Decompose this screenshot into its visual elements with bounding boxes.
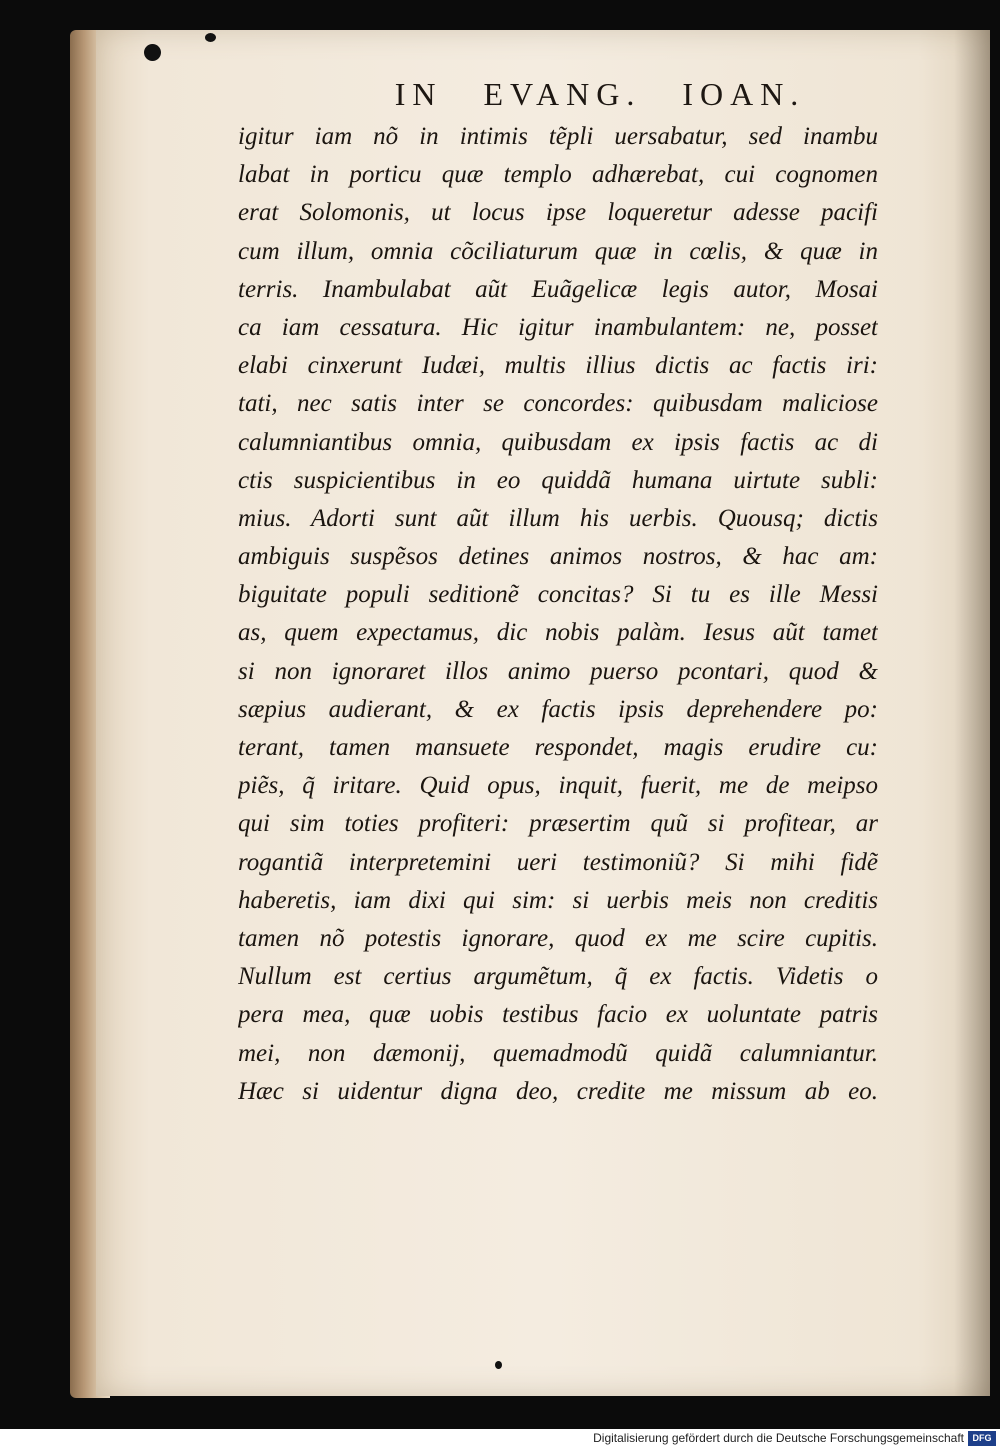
text-line: tamen nõ potestis ignorare, quod ex me scire cupitis. [238, 924, 878, 952]
dfg-logo: DFG [968, 1431, 996, 1446]
text-line: terris. Inambulabat aũt Euãgelicæ legis autor, Mosai [238, 275, 878, 303]
text-block [238, 118, 878, 1111]
text-line: terant, tamen mansuete respondet, magis erudire cu: [238, 734, 878, 761]
funding-note: Digitalisierung gefördert durch die Deutsche Forschungsgemeinschaft [593, 1431, 964, 1445]
text-line: mius. Adorti sunt aũt illum his uerbis. Quousq; dictis [238, 504, 878, 532]
text-line: biguitate populi seditionẽ concitas? Si tu es ille Messi [238, 581, 878, 609]
text-line: elabi cinxerunt Iudæi, multis illius dictis ac factis iri: [238, 352, 878, 380]
text-line: pera mea, quæ uobis testibus facio ex uoluntate patris [238, 1001, 878, 1029]
text-line: cum illum, omnia cõciliaturum quæ in cœlis, & quæ in [238, 237, 878, 265]
text-line: si non ignoraret illos animo puerso pcontari, quod & [238, 657, 878, 685]
text-line: labat in porticu quæ templo adhærebat, cui cognomen [238, 161, 878, 189]
text-line: calumniantibus omnia, quibusdam ex ipsis factis ac di [238, 428, 878, 456]
text-line: tati, nec satis inter se concordes: quibusdam maliciose [238, 390, 878, 418]
text-line: haberetis, iam dixi qui sim: si uerbis meis non creditis [238, 886, 878, 914]
binding-hole-mark [144, 44, 161, 61]
text-line: sæpius audierant, & ex factis ipsis deprehendere po: [238, 695, 878, 723]
text-line: igitur iam nõ in intimis tẽpli uersabatur, sed inambu [238, 123, 878, 150]
binding-hole-mark [205, 33, 216, 42]
text-line: erat Solomonis, ut locus ipse loqueretur adesse pacifi [238, 199, 878, 227]
running-head: IN EVANG. IOAN. [394, 76, 806, 112]
text-line: Hæc si uidentur digna deo, credite me missum ab eo. [238, 1077, 878, 1105]
text-line: Nullum est certius argumẽtum, q̃ ex factis. Videtis o [238, 963, 878, 991]
text-line: mei, non dæmonij, quemadmodũ quidã calumniantur. [238, 1039, 878, 1067]
page-spot-mark [495, 1361, 502, 1369]
text-line: ambiguis suspẽsos detines animos nostros, & hac am: [238, 543, 878, 571]
text-line: ca iam cessatura. Hic igitur inambulantem: ne, posset [238, 313, 878, 341]
text-line: qui sim toties profiteri: præsertim quũ si profitear, ar [238, 810, 878, 838]
text-line: piẽs, q̃ iritare. Quid opus, inquit, fuerit, me de meipso [238, 772, 878, 800]
text-line: rogantiã interpretemini ueri testimoniũ? Si mihi fidẽ [238, 848, 878, 876]
page-gutter-shadow [954, 30, 990, 1396]
text-line: as, quem expectamus, dic nobis palàm. Iesus aũt tamet [238, 619, 878, 647]
text-line: ctis suspicientibus in eo quiddã humana uirtute subli: [238, 466, 878, 494]
digitization-footer [0, 1429, 1000, 1449]
